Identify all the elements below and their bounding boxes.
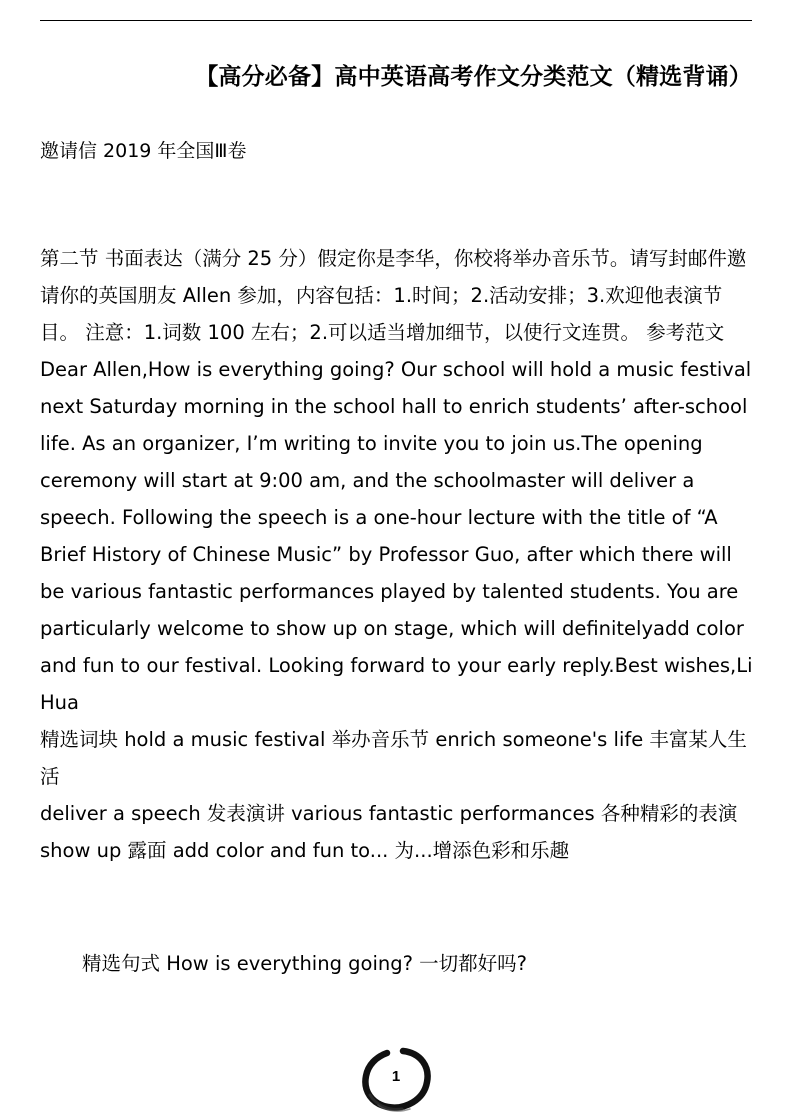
word-chunks-paragraph: 精选词块 hold a music festival 举办音乐节 enrich someone's life 丰富某人生活 — [40, 728, 747, 788]
essay-paragraph: Dear Allen,How is everything going? Our school will hold a music festival next Saturday morning in the school hall to enrich students’ after-school life. As an organizer, I’m writing to invite you to join us.The opening ceremony will start at 9:00 am, and the schoolmaster will deliver a speech. Following the speech is a one-hour lecture with the title of “A Brief History of Chinese Music” by Professor Guo, after which there will be various fantastic performances played by talented students. You are particularly welcome to show up on stage, which will definitelyadd color and fun to our festival. Looking forward to your early reply.Best wishes,Li Hua — [40, 358, 753, 714]
body-text — [40, 240, 756, 869]
task-paragraph: 第二节 书面表达（满分 25 分）假定你是李华，你校将举办音乐节。请写封邮件邀请你的英国朋友 Allen 参加，内容包括：1.时间；2.活动安排；3.欢迎他表演节目。 注意：1.词数 100 左右；2.可以适当增加细节，以使行文连贯。 参考范文 — [40, 247, 747, 344]
document-title: 【高分必备】高中英语高考作文分类范文（精选背诵） — [195, 64, 752, 90]
page-number-badge — [358, 1045, 434, 1115]
sentence-pattern-line: 精选句式 How is everything going? 一切都好吗? — [82, 952, 528, 975]
top-rule — [40, 20, 752, 21]
page-number: 1 — [391, 1068, 401, 1085]
word-chunks-continued-paragraph: deliver a speech 发表演讲 various fantastic performances 各种精彩的表演 show up 露面 add color and fun to... 为...增添色彩和乐趣 — [40, 802, 738, 862]
section-subtitle: 邀请信 2019 年全国Ⅲ卷 — [40, 140, 247, 162]
